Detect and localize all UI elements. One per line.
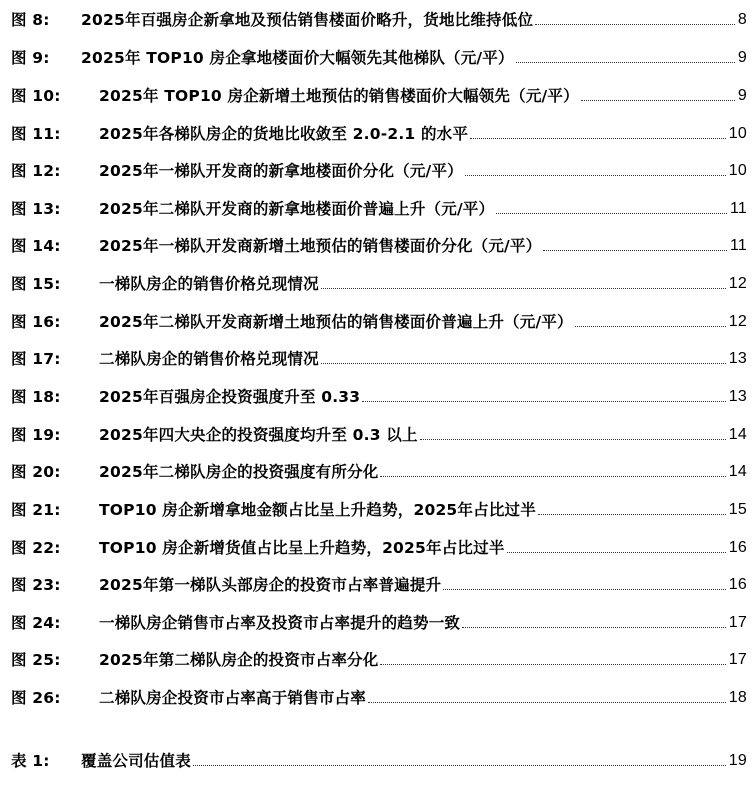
toc-entry-figure-23[interactable] [11, 571, 747, 595]
figure-label: 图 26: [11, 689, 61, 707]
toc-entry-figure-26[interactable] [11, 684, 747, 708]
dot-leader [538, 513, 726, 515]
figure-title: 2025年一梯队开发商的新拿地楼面价分化（元/平） [99, 162, 463, 180]
page-number: 16 [728, 576, 747, 593]
page-number: 17 [728, 651, 747, 668]
figure-title: 二梯队房企的销售价格兑现情况 [99, 350, 319, 368]
figure-label: 图 12: [11, 162, 61, 180]
figure-label: 图 21: [11, 501, 61, 519]
dot-leader [575, 325, 726, 327]
figure-title: TOP10 房企新增货值占比呈上升趋势，2025年占比过半 [99, 539, 505, 557]
figure-label: 图 20: [11, 463, 61, 481]
figure-label: 图 15: [11, 275, 61, 293]
toc-entry-figure-24[interactable] [11, 609, 747, 633]
figure-title: 一梯队房企销售市占率及投资市占率提升的趋势一致 [99, 614, 461, 632]
toc-entry-figure-16[interactable] [11, 308, 747, 332]
figure-title: 2025年第一梯队头部房企的投资市占率普遍提升 [99, 576, 442, 594]
figure-label: 图 9: [11, 49, 50, 67]
figure-title: 2025年 TOP10 房企拿地楼面价大幅领先其他梯队（元/平） [81, 49, 514, 67]
page-number: 13 [728, 388, 747, 405]
figure-label: 图 13: [11, 200, 61, 218]
figure-title: 2025年 TOP10 房企新增土地预估的销售楼面价大幅领先（元/平） [99, 87, 579, 105]
figure-label: 图 17: [11, 350, 61, 368]
dot-leader [581, 99, 735, 101]
figure-title: 2025年一梯队开发商新增土地预估的销售楼面价分化（元/平） [99, 237, 542, 255]
figure-label: 图 16: [11, 313, 61, 331]
figure-label: 图 18: [11, 388, 61, 406]
figure-label: 图 22: [11, 539, 61, 557]
figure-label: 图 14: [11, 237, 61, 255]
dot-leader [465, 174, 726, 176]
toc-entry-figure-14[interactable] [11, 232, 747, 256]
dot-leader [470, 137, 726, 139]
page-number: 13 [728, 350, 747, 367]
page-number: 12 [728, 313, 747, 330]
figure-label: 图 19: [11, 426, 61, 444]
dot-leader [443, 588, 726, 590]
page-number: 18 [728, 689, 747, 706]
toc-entry-figure-11[interactable] [11, 120, 747, 144]
figure-title: 2025年百强房企新拿地及预估销售楼面价略升，货地比维持低位 [81, 11, 534, 29]
figure-title: 2025年四大央企的投资强度均升至 0.3 以上 [99, 426, 418, 444]
toc-entry-table-1[interactable] [11, 747, 747, 771]
dot-leader [535, 23, 735, 25]
figure-title: 2025年第二梯队房企的投资市占率分化 [99, 651, 379, 669]
page-number: 14 [728, 426, 747, 443]
page-number: 10 [728, 125, 747, 142]
dot-leader [368, 701, 726, 703]
toc-entry-figure-10[interactable] [11, 82, 747, 106]
dot-leader [543, 249, 727, 251]
figure-label: 图 11: [11, 125, 61, 143]
figure-label: 图 25: [11, 651, 61, 669]
page-number: 12 [728, 275, 747, 292]
toc-entry-figure-8[interactable] [11, 6, 747, 30]
figure-title: 2025年二梯队开发商新增土地预估的销售楼面价普遍上升（元/平） [99, 313, 573, 331]
toc-entry-figure-18[interactable] [11, 383, 747, 407]
page-number: 19 [728, 752, 747, 769]
figure-title: 2025年二梯队房企的投资强度有所分化 [99, 463, 379, 481]
toc-entry-figure-20[interactable] [11, 458, 747, 482]
dot-leader [380, 475, 725, 477]
table-title: 覆盖公司估值表 [81, 752, 191, 770]
figure-title: TOP10 房企新增拿地金额占比呈上升趋势，2025年占比过半 [99, 501, 536, 519]
toc-entry-figure-9[interactable] [11, 44, 747, 68]
dot-leader [516, 61, 735, 63]
toc-entry-figure-25[interactable] [11, 646, 747, 670]
page-number: 11 [729, 200, 747, 217]
dot-leader [321, 287, 726, 289]
page-number: 8 [737, 11, 747, 28]
figure-title: 2025年各梯队房企的货地比收敛至 2.0-2.1 的水平 [99, 125, 469, 143]
toc-entry-figure-13[interactable] [11, 195, 747, 219]
figure-label: 图 8: [11, 11, 50, 29]
figure-label: 图 23: [11, 576, 61, 594]
dot-leader [362, 400, 726, 402]
figure-label: 图 24: [11, 614, 61, 632]
page-number: 14 [728, 463, 747, 480]
toc-entry-figure-21[interactable] [11, 496, 747, 520]
toc-entry-figure-19[interactable] [11, 421, 747, 445]
toc-entry-figure-17[interactable] [11, 345, 747, 369]
toc-entry-figure-12[interactable] [11, 157, 747, 181]
page-number: 15 [728, 501, 747, 518]
dot-leader [420, 438, 726, 440]
figure-title: 2025年二梯队开发商的新拿地楼面价普遍上升（元/平） [99, 200, 495, 218]
toc-entry-figure-22[interactable] [11, 534, 747, 558]
page-number: 10 [728, 162, 747, 179]
toc-entry-figure-15[interactable] [11, 270, 747, 294]
page-number: 11 [729, 237, 747, 254]
dot-leader [496, 212, 727, 214]
dot-leader [321, 362, 726, 364]
page-number: 9 [737, 87, 747, 104]
dot-leader [462, 626, 726, 628]
dot-leader [507, 551, 726, 553]
figure-label: 图 10: [11, 87, 61, 105]
figure-title: 二梯队房企投资市占率高于销售市占率 [99, 689, 366, 707]
figure-title: 2025年百强房企投资强度升至 0.33 [99, 388, 361, 406]
page-number: 16 [728, 539, 747, 556]
page-number: 9 [737, 49, 747, 66]
dot-leader [193, 764, 726, 766]
dot-leader [380, 663, 725, 665]
table-label: 表 1: [11, 752, 50, 770]
figure-title: 一梯队房企的销售价格兑现情况 [99, 275, 319, 293]
page-number: 17 [728, 614, 747, 631]
